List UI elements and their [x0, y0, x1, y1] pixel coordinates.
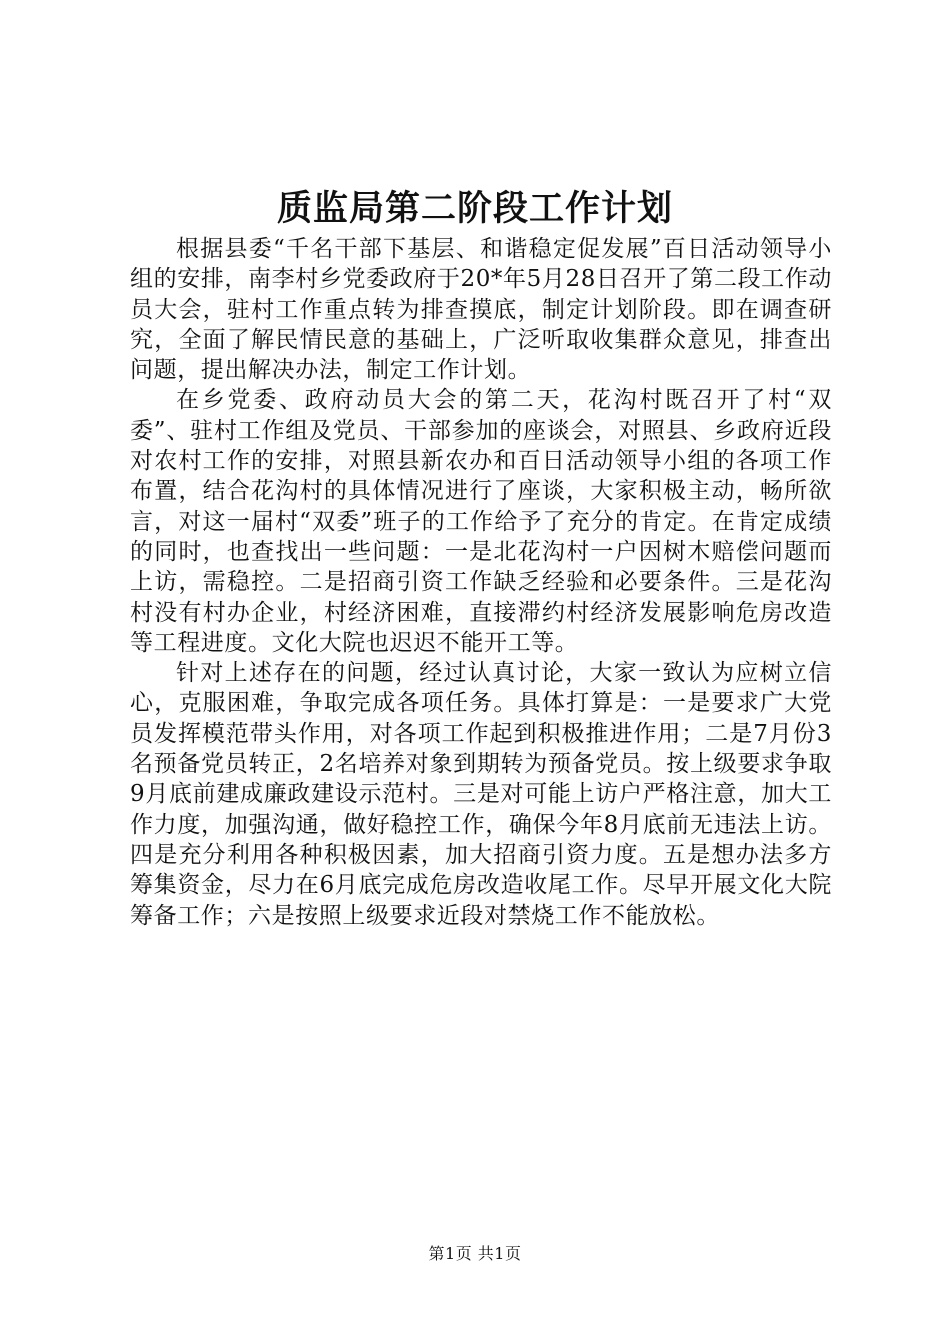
- paragraph-1: 根据县委“千名干部下基层、和谐稳定促发展”百日活动领导小组的安排，南李村乡党委政府于20*年5月28日召开了第二段工作动员大会，驻村工作重点转为排查摸底，制定计划阶段。即在调查研究，全面了解民情民意的基础上，广泛听取收集群众意见，排查出问题，提出解决办法，制定工作计划。: [130, 236, 832, 384]
- paragraph-2: 在乡党委、政府动员大会的第二天，花沟村既召开了村“双委”、驻村工作组及党员、干部参加的座谈会，对照县、乡政府近段对农村工作的安排，对照县新农办和百日活动领导小组的各项工作布置，结合花沟村的具体情况进行了座谈，大家积极主动，畅所欲言，对这一届村“双委”班子的工作给予了充分的肯定。在肯定成绩的同时，也查找出一些问题：一是北花沟村一户因树木赔偿问题而上访，需稳控。二是招商引资工作缺乏经验和必要条件。三是花沟村没有村办企业，村经济困难，直接滞约村经济发展影响危房改造等工程进度。文化大院也迟迟不能开工等。: [130, 387, 832, 656]
- document-body: [130, 234, 832, 931]
- page-footer: 第1页 共1页: [428, 1244, 522, 1263]
- document-title: 质监局第二阶段工作计划: [276, 188, 673, 229]
- paragraph-3: 针对上述存在的问题，经过认真讨论，大家一致认为应树立信心，克服困难，争取完成各项任务。具体打算是：一是要求广大党员发挥模范带头作用，对各项工作起到积极推进作用；二是7月份3名预备党员转正，2名培养对象到期转为预备党员。按上级要求争取9月底前建成廉政建设示范村。三是对可能上访户严格注意，加大工作力度，加强沟通，做好稳控工作，确保今年8月底前无违法上访。四是充分利用各种积极因素，加大招商引资力度。五是想办法多方筹集资金，尽力在6月底完成危房改造收尾工作。尽早开展文化大院筹备工作；六是按照上级要求近段对禁烧工作不能放松。: [130, 660, 832, 929]
